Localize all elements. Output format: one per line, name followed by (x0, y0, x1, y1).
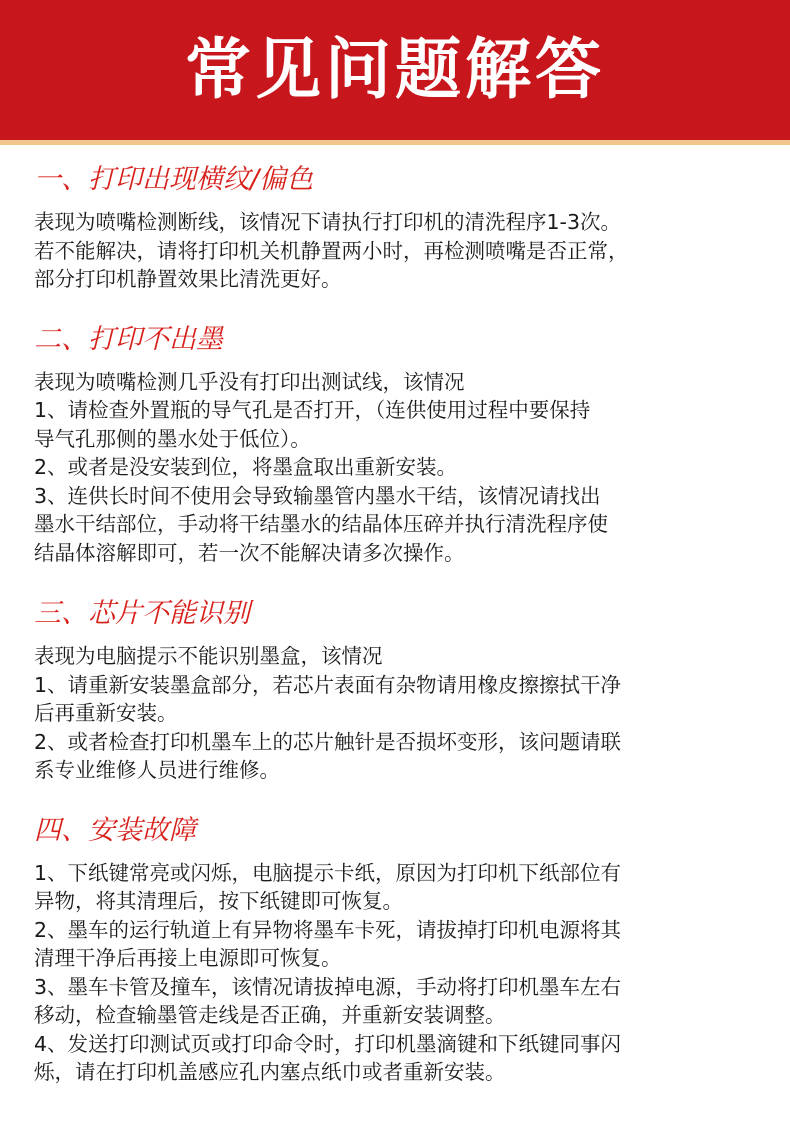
body-line: 导气孔那侧的墨水处于低位）。 (34, 426, 311, 451)
body-line: 表现为喷嘴检测几乎没有打印出测试线，该情况 (34, 369, 465, 394)
body-line: 3、连供长时间不使用会导致输墨管内墨水干结，该情况请找出 (34, 483, 601, 508)
faq-section-1 (34, 160, 764, 294)
section-body (34, 642, 764, 785)
section-heading: 三、芯片不能识别 (34, 598, 250, 629)
body-line: 后再重新安装。 (34, 701, 178, 725)
section-body (34, 208, 764, 294)
header-stripe (0, 140, 790, 145)
body-line: 1、请检查外置瓶的导气孔是否打开，（连供使用过程中要保持 (34, 398, 591, 422)
faq-section-3 (34, 594, 764, 785)
body-line: 系专业维修人员进行维修。 (34, 758, 280, 782)
body-line: 若不能解决，请将打印机关机静置两小时，再检测喷嘴是否正常， (34, 238, 629, 263)
section-body (34, 368, 764, 568)
body-line: 表现为喷嘴检测断线，该情况下请执行打印机的清洗程序1-3次。 (34, 210, 621, 234)
body-line: 部分打印机静置效果比清洗更好。 (34, 267, 342, 291)
body-line: 2、墨车的运行轨道上有异物将墨车卡死，请拔掉打印机电源将其 (34, 917, 622, 942)
page-header (0, 0, 790, 140)
body-line: 移动，检查输墨管走线是否正确，并重新安装调整。 (34, 1003, 506, 1027)
section-spacer (34, 785, 764, 811)
section-heading: 一、打印出现横纹/偏色 (34, 164, 314, 195)
section-spacer (34, 567, 764, 594)
section-body (34, 859, 764, 1087)
body-line: 3、墨车卡管及撞车，该情况请拔掉电源，手动将打印机墨车左右 (34, 974, 622, 999)
body-line: 1、请重新安装墨盒部分，若芯片表面有杂物请用橡皮擦擦拭干净 (34, 672, 622, 697)
body-line: 异物，将其清理后，按下纸键即可恢复。 (34, 889, 403, 913)
body-line: 表现为电脑提示不能识别墨盒，该情况 (34, 644, 383, 668)
body-line: 结晶体溶解即可，若一次不能解决请多次操作。 (34, 540, 465, 565)
section-spacer (34, 294, 764, 320)
body-line: 清理干净后再接上电源即可恢复。 (34, 946, 342, 970)
faq-section-2 (34, 320, 764, 568)
faq-content (34, 160, 764, 1087)
body-line: 2、或者检查打印机墨车上的芯片触针是否损坏变形，该问题请联 (34, 729, 622, 754)
section-heading: 四、安装故障 (34, 814, 196, 846)
body-line: 1、下纸键常亮或闪烁，电脑提示卡纸，原因为打印机下纸部位有 (34, 860, 622, 885)
body-line: 墨水干结部位，手动将干结墨水的结晶体压碎并执行清洗程序使 (34, 512, 608, 536)
page-title: 常见问题解答 (185, 31, 605, 108)
body-line: 4、发送打印测试页或打印命令时，打印机墨滴键和下纸键同事闪 (34, 1031, 622, 1056)
body-line: 烁，请在打印机盖感应孔内塞点纸巾或者重新安装。 (34, 1060, 506, 1084)
section-heading: 二、打印不出墨 (34, 323, 223, 355)
faq-section-4 (34, 811, 764, 1087)
body-line: 2、或者是没安装到位，将墨盒取出重新安装。 (34, 455, 458, 479)
